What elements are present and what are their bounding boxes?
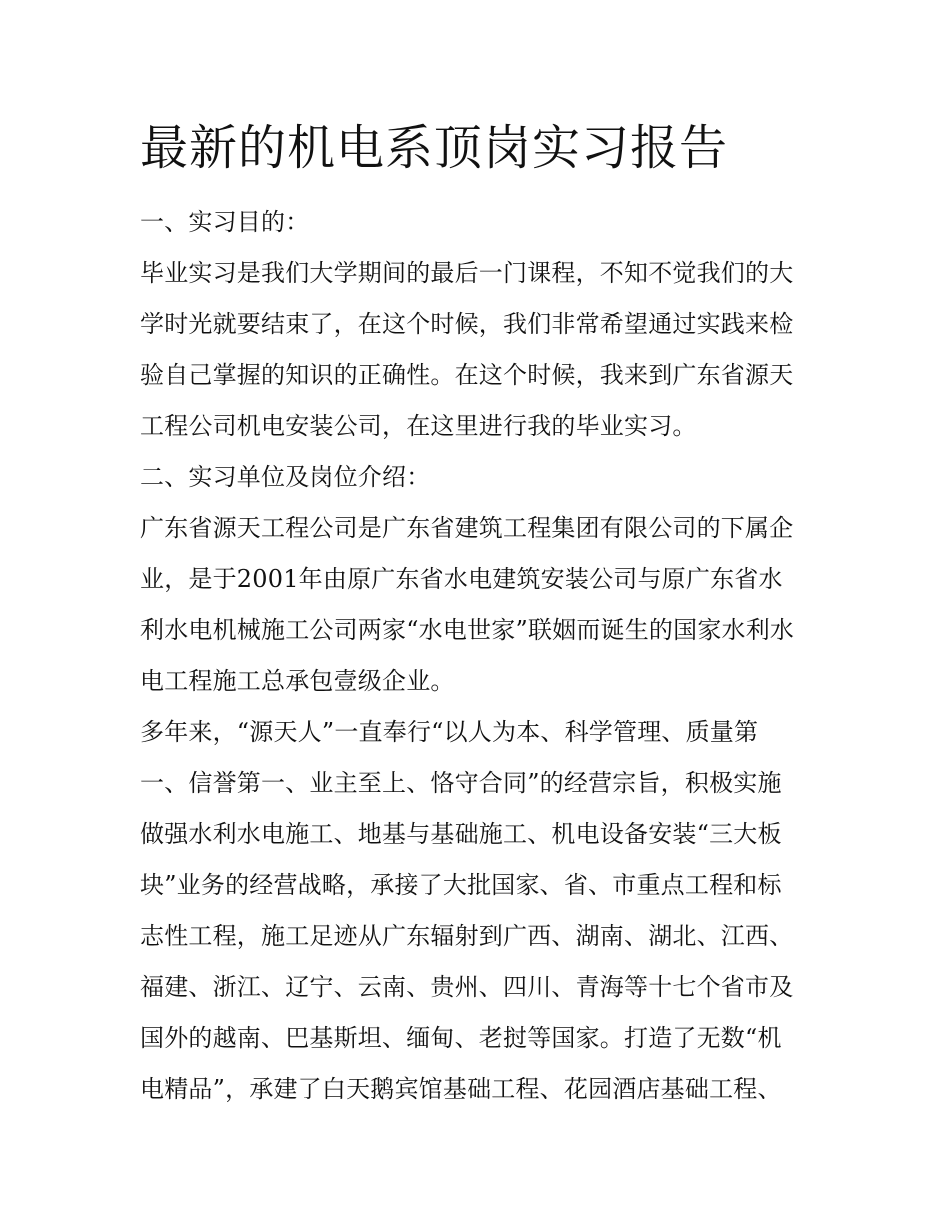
section-heading-unit: 二、实习单位及岗位介绍： <box>140 463 431 491</box>
document-title: 最新的机电系顶岗实习报告 <box>140 120 729 176</box>
paragraph-line: 电工程施工总承包壹级企业。 <box>140 667 455 695</box>
paragraph-line: 国外的越南、巴基斯坦、缅甸、老挝等国家。打造了无数“机 <box>140 1024 782 1052</box>
paragraph-line: 多年来，“源天人”一直奉行“以人为本、科学管理、质量第 <box>140 718 759 746</box>
section-heading-purpose: 一、实习目的： <box>140 208 310 236</box>
paragraph-line: 一、信誉第一、业主至上、恪守合同”的经营宗旨，积极实施 <box>140 769 782 797</box>
paragraph-line: 电精品”，承建了白天鹅宾馆基础工程、花园酒店基础工程、 <box>140 1075 782 1103</box>
paragraph-line: 业，是于2001年由原广东省水电建筑安装公司与原广东省水 <box>140 565 783 593</box>
paragraph-line: 学时光就要结束了，在这个时候，我们非常希望通过实践来检 <box>140 310 794 338</box>
paragraph-line: 块”业务的经营战略，承接了大批国家、省、市重点工程和标 <box>140 871 782 899</box>
paragraph-line: 福建、浙江、辽宁、云南、贵州、四川、青海等十七个省市及 <box>140 973 794 1001</box>
paragraph-line: 毕业实习是我们大学期间的最后一门课程，不知不觉我们的大 <box>140 259 794 287</box>
paragraph-line: 广东省源天工程公司是广东省建筑工程集团有限公司的下属企 <box>140 514 794 542</box>
paragraph-line: 验自己掌握的知识的正确性。在这个时候，我来到广东省源天 <box>140 361 794 389</box>
paragraph-line: 利水电机械施工公司两家“水电世家”联姻而诞生的国家水利水 <box>140 616 795 644</box>
paragraph-line: 做强水利水电施工、地基与基础施工、机电设备安装“三大板 <box>140 820 782 848</box>
paragraph-line: 工程公司机电安装公司，在这里进行我的毕业实习。 <box>140 412 697 440</box>
paragraph-line: 志性工程，施工足迹从广东辐射到广西、湖南、湖北、江西、 <box>140 922 794 950</box>
